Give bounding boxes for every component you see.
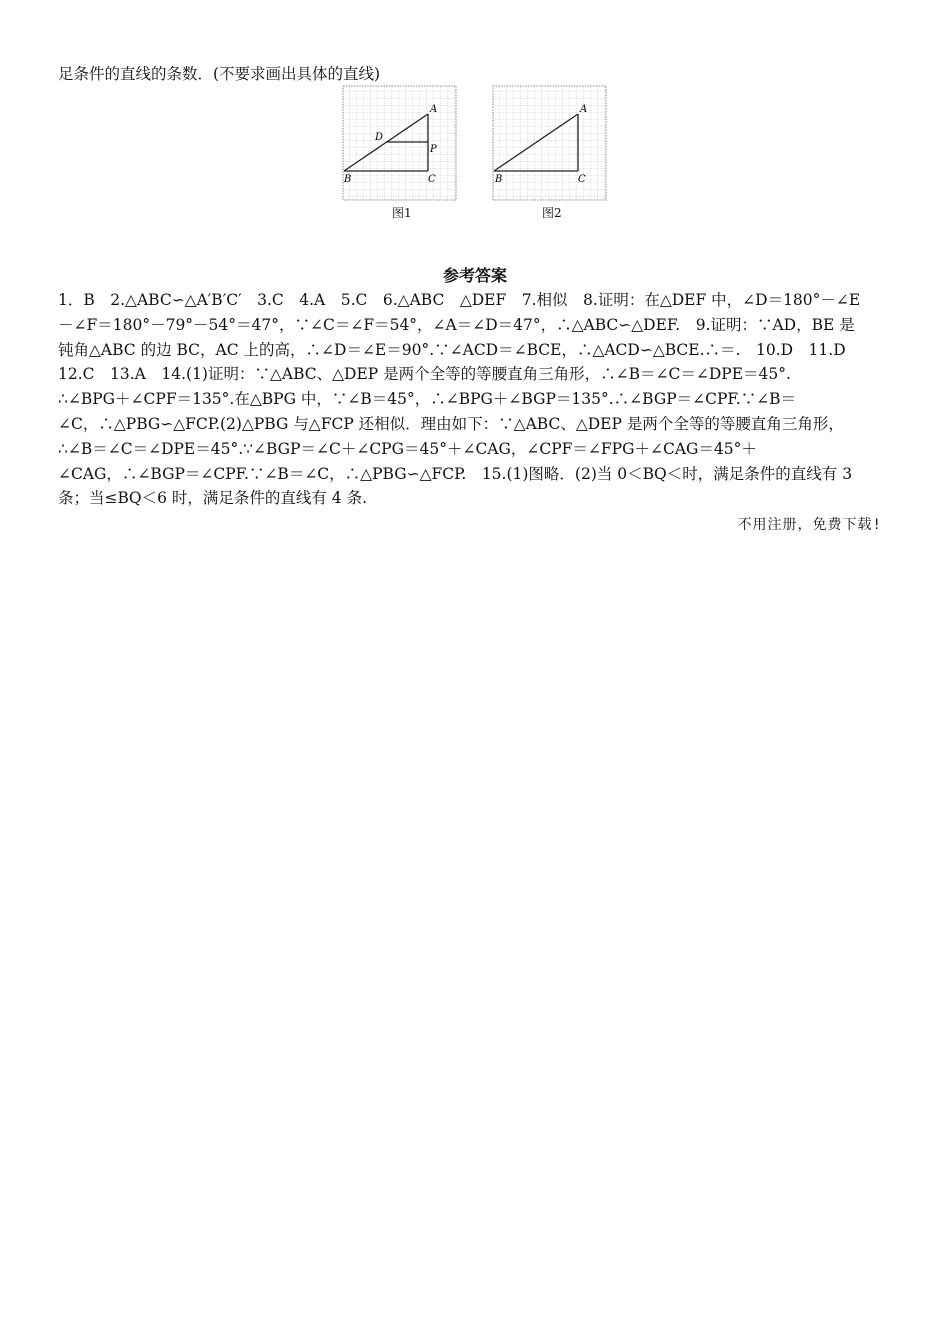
label-C: C	[578, 174, 586, 185]
footer-note: 不用注册，免费下载!	[737, 517, 882, 533]
figure-2	[492, 84, 608, 220]
label-B: B	[344, 174, 352, 185]
figure-1-caption: 图1	[392, 206, 412, 220]
figure-1	[342, 84, 458, 220]
answer-line: 1．B 2.△ABC∽△A′B′C′ 3.C 4.A 5.C 6.△ABC △DEF 7.相似 8.证明：在△DEF 中，∠D＝180°－∠E	[58, 291, 861, 309]
answer-line: 条；当≤BQ＜6 时，满足条件的直线有 4 条.	[58, 489, 368, 508]
figure-2-grid	[492, 84, 608, 202]
answer-line: ∴∠B＝∠C＝∠DPE＝45°.∵∠BGP＝∠C＋∠CPG＝45°＋∠CAG，∠CPF＝∠FPG＋∠CAG＝45°＋	[58, 439, 757, 458]
answers-heading: 参考答案	[442, 266, 507, 285]
figure-2-caption: 图2	[542, 206, 562, 220]
answer-line: ∠CAG，∴∠BGP＝∠CPF.∵∠B＝∠C，∴△PBG∽△FCP. 15.(1)图略．(2)当 0＜BQ＜时，满足条件的直线有 3	[58, 464, 853, 483]
answer-line: ∴∠BPG＋∠CPF＝135°.在△BPG 中，∵∠B＝45°，∴∠BPG＋∠BGP＝135°.∴∠BGP＝∠CPF.∵∠B＝	[58, 390, 797, 409]
answer-line: ∠C，∴△PBG∽△FCP.(2)△PBG 与△FCP 还相似．理由如下：∵△ABC、△DEP 是两个全等的等腰直角三角形，	[58, 415, 844, 433]
answer-line: －∠F＝180°－79°－54°＝47°，∵∠C＝∠F＝54°，∠A＝∠D＝47°，∴△ABC∽△DEF. 9.证明：∵AD，BE 是	[58, 315, 855, 334]
label-B: B	[495, 174, 503, 185]
intro-line: 足条件的直线的条数．(不要求画出具体的直线)	[58, 65, 381, 83]
answer-line: 钝角△ABC 的边 BC，AC 上的高，∴∠D＝∠E＝90°.∵∠ACD＝∠BCE，∴△ACD∽△BCE.∴＝. 10.D 11.D	[58, 340, 846, 359]
label-D: D	[375, 132, 384, 143]
label-C: C	[428, 174, 436, 185]
label-A: A	[430, 104, 438, 115]
answer-line: 12.C 13.A 14.(1)证明：∵△ABC、△DEP 是两个全等的等腰直角三角形，∴∠B＝∠C＝∠DPE＝45°.	[58, 365, 791, 384]
label-A: A	[580, 104, 588, 115]
figure-1-grid	[342, 84, 458, 202]
label-P: P	[430, 144, 437, 155]
